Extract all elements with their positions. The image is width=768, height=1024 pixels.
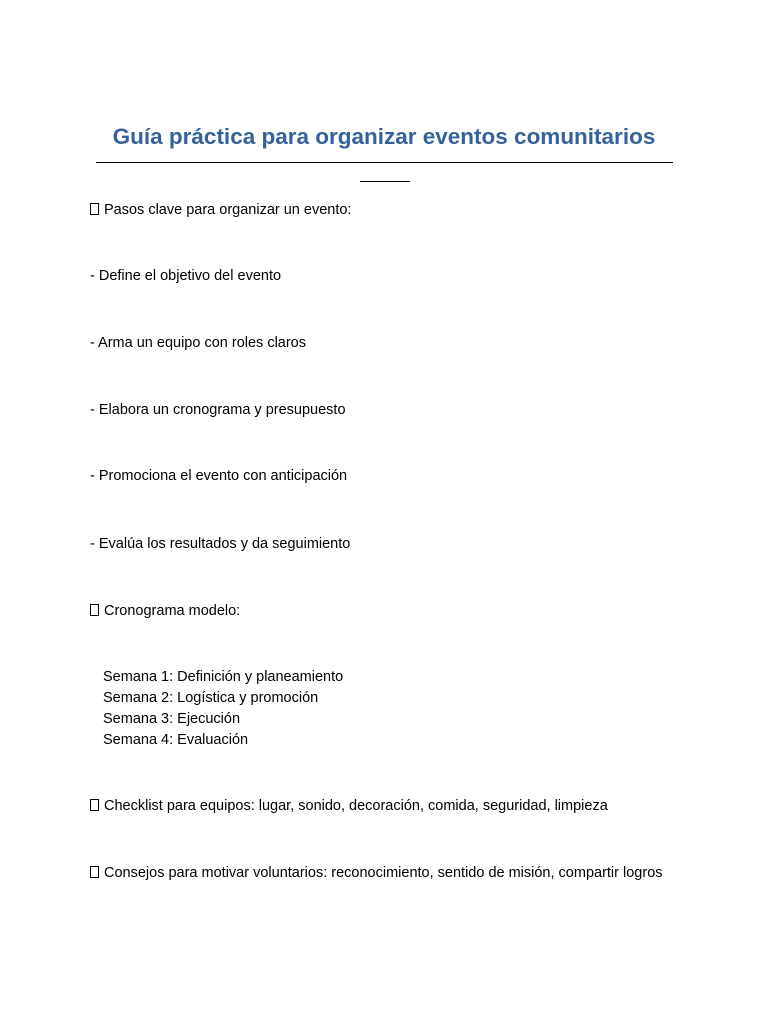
missing-glyph-icon <box>90 866 99 878</box>
title-underline <box>96 148 673 182</box>
document-title: Guía práctica para organizar eventos comunitarios <box>112 124 656 149</box>
title-underline-full <box>96 162 673 163</box>
step-item: - Evalúa los resultados y da seguimiento <box>90 536 351 552</box>
tips-text: Consejos para motivar voluntarios: reconocimiento, sentido de misión, compartir logros <box>104 865 663 881</box>
tips-line <box>90 863 670 884</box>
checklist-text: Checklist para equipos: lugar, sonido, decoración, comida, seguridad, limpieza <box>104 798 608 814</box>
step-item: - Define el objetivo del evento <box>90 268 282 284</box>
missing-glyph-icon <box>90 203 99 215</box>
schedule-heading: Cronograma modelo: <box>104 603 241 619</box>
title-underline-short <box>360 181 410 182</box>
steps-heading-line <box>90 200 670 221</box>
step-item: - Promociona el evento con anticipación <box>90 468 348 484</box>
checklist-line <box>90 796 670 817</box>
schedule-item: Semana 1: Definición y planeamiento <box>103 669 344 685</box>
schedule-heading-line <box>90 601 670 622</box>
schedule-item: Semana 2: Logística y promoción <box>103 690 319 706</box>
schedule-item: Semana 3: Ejecución <box>103 711 241 727</box>
schedule-item: Semana 4: Evaluación <box>103 732 249 748</box>
step-item: - Elabora un cronograma y presupuesto <box>90 402 346 418</box>
missing-glyph-icon <box>90 799 99 811</box>
steps-heading: Pasos clave para organizar un evento: <box>104 202 352 218</box>
step-item: - Arma un equipo con roles claros <box>90 335 306 351</box>
missing-glyph-icon <box>90 604 99 616</box>
